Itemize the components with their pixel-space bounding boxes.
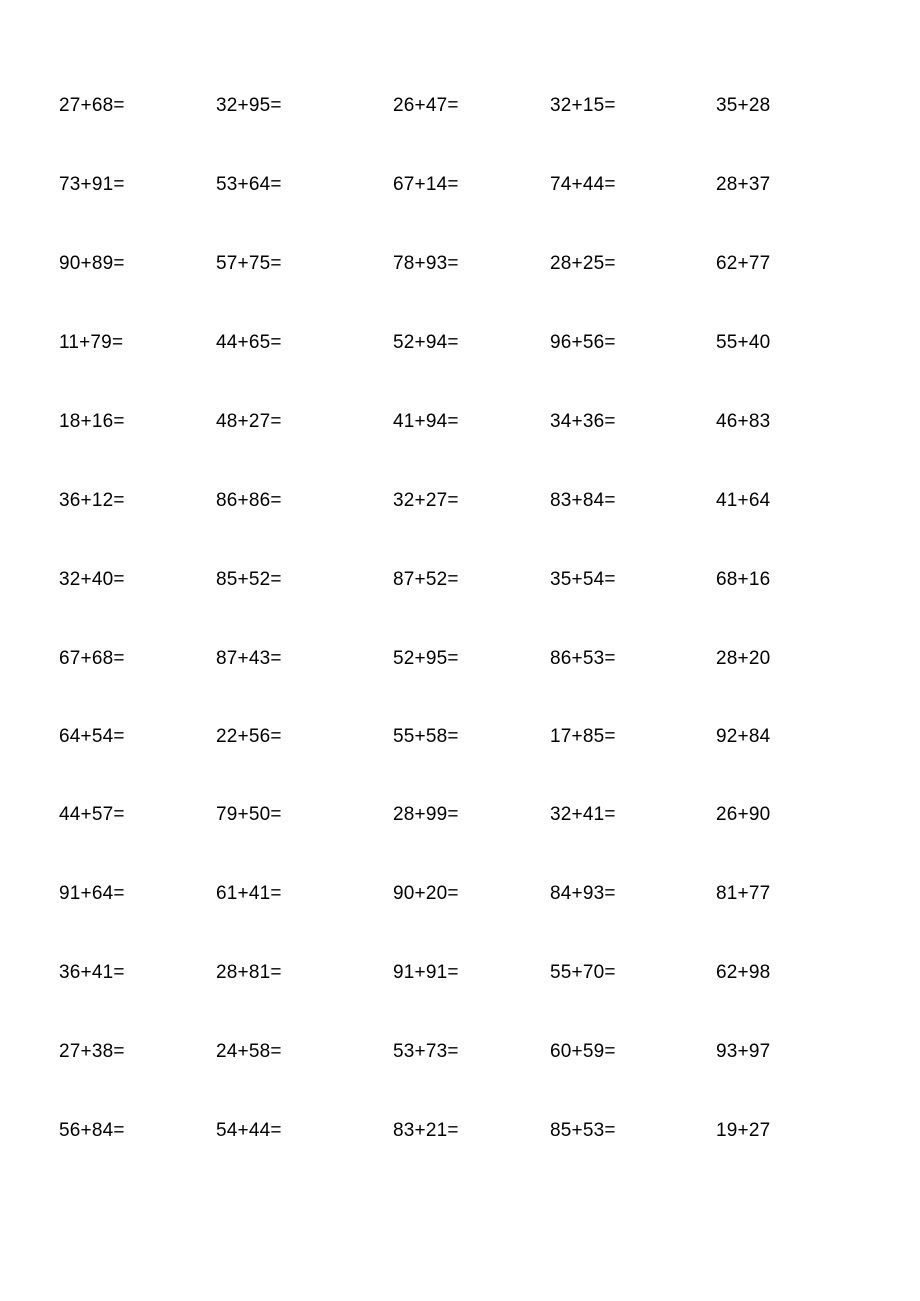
problem: 28+37 [716,174,771,195]
problem: 48+27= [216,411,282,432]
problem: 85+52= [216,569,282,590]
problem: 83+84= [550,490,616,511]
problem: 32+95= [216,95,282,116]
problem: 34+36= [550,411,616,432]
problem: 32+27= [393,490,459,511]
problem-row [0,722,920,752]
problem: 90+20= [393,883,459,904]
problem: 55+70= [550,962,616,983]
problem-row [0,249,920,279]
problem: 35+28 [716,95,771,116]
problem: 61+41= [216,883,282,904]
problem: 81+77 [716,883,771,904]
problem: 86+86= [216,490,282,511]
problem: 87+52= [393,569,459,590]
problem: 26+90 [716,804,771,825]
problem: 32+15= [550,95,616,116]
problem: 28+81= [216,962,282,983]
problem-row [0,958,920,988]
problem-row [0,644,920,674]
problem: 32+41= [550,804,616,825]
problem: 46+83 [716,411,771,432]
problem: 27+68= [59,95,125,116]
problem: 41+94= [393,411,459,432]
problem: 35+54= [550,569,616,590]
problem: 44+57= [59,804,125,825]
problem: 73+91= [59,174,125,195]
problem: 28+99= [393,804,459,825]
problem: 17+85= [550,726,616,747]
problem: 91+64= [59,883,125,904]
problem: 44+65= [216,332,282,353]
problem: 86+53= [550,648,616,669]
problem: 74+44= [550,174,616,195]
problem: 24+58= [216,1041,282,1062]
problem: 57+75= [216,253,282,274]
problem: 68+16 [716,569,771,590]
problem: 55+58= [393,726,459,747]
problem: 90+89= [59,253,125,274]
problem-row [0,328,920,358]
problem: 85+53= [550,1120,616,1141]
problem-row [0,1116,920,1146]
problem: 28+25= [550,253,616,274]
problem: 93+97 [716,1041,771,1062]
problem: 67+14= [393,174,459,195]
problem: 18+16= [59,411,125,432]
problem: 83+21= [393,1120,459,1141]
problem: 84+93= [550,883,616,904]
problem: 36+12= [59,490,125,511]
problem: 36+41= [59,962,125,983]
problem: 62+98 [716,962,771,983]
problem-row [0,486,920,516]
problem-row [0,407,920,437]
problem: 55+40 [716,332,771,353]
problem-row [0,1037,920,1067]
problem: 87+43= [216,648,282,669]
problem: 54+44= [216,1120,282,1141]
problem: 52+95= [393,648,459,669]
problem: 28+20 [716,648,771,669]
problem: 41+64 [716,490,771,511]
problem: 53+73= [393,1041,459,1062]
problem: 60+59= [550,1041,616,1062]
problem: 64+54= [59,726,125,747]
problem: 96+56= [550,332,616,353]
problem: 27+38= [59,1041,125,1062]
problem: 11+79= [59,332,124,353]
problem: 19+27 [716,1120,771,1141]
problem: 92+84 [716,726,771,747]
problem: 62+77 [716,253,771,274]
problem: 79+50= [216,804,282,825]
problem: 22+56= [216,726,282,747]
problem: 53+64= [216,174,282,195]
problem: 52+94= [393,332,459,353]
problem: 91+91= [393,962,459,983]
problem: 56+84= [59,1120,125,1141]
problem: 78+93= [393,253,459,274]
problem-row [0,170,920,200]
problem: 26+47= [393,95,459,116]
problem-row [0,800,920,830]
problem: 32+40= [59,569,125,590]
problem-row [0,879,920,909]
problem: 67+68= [59,648,125,669]
problem-row [0,565,920,595]
problem-row [0,91,920,121]
